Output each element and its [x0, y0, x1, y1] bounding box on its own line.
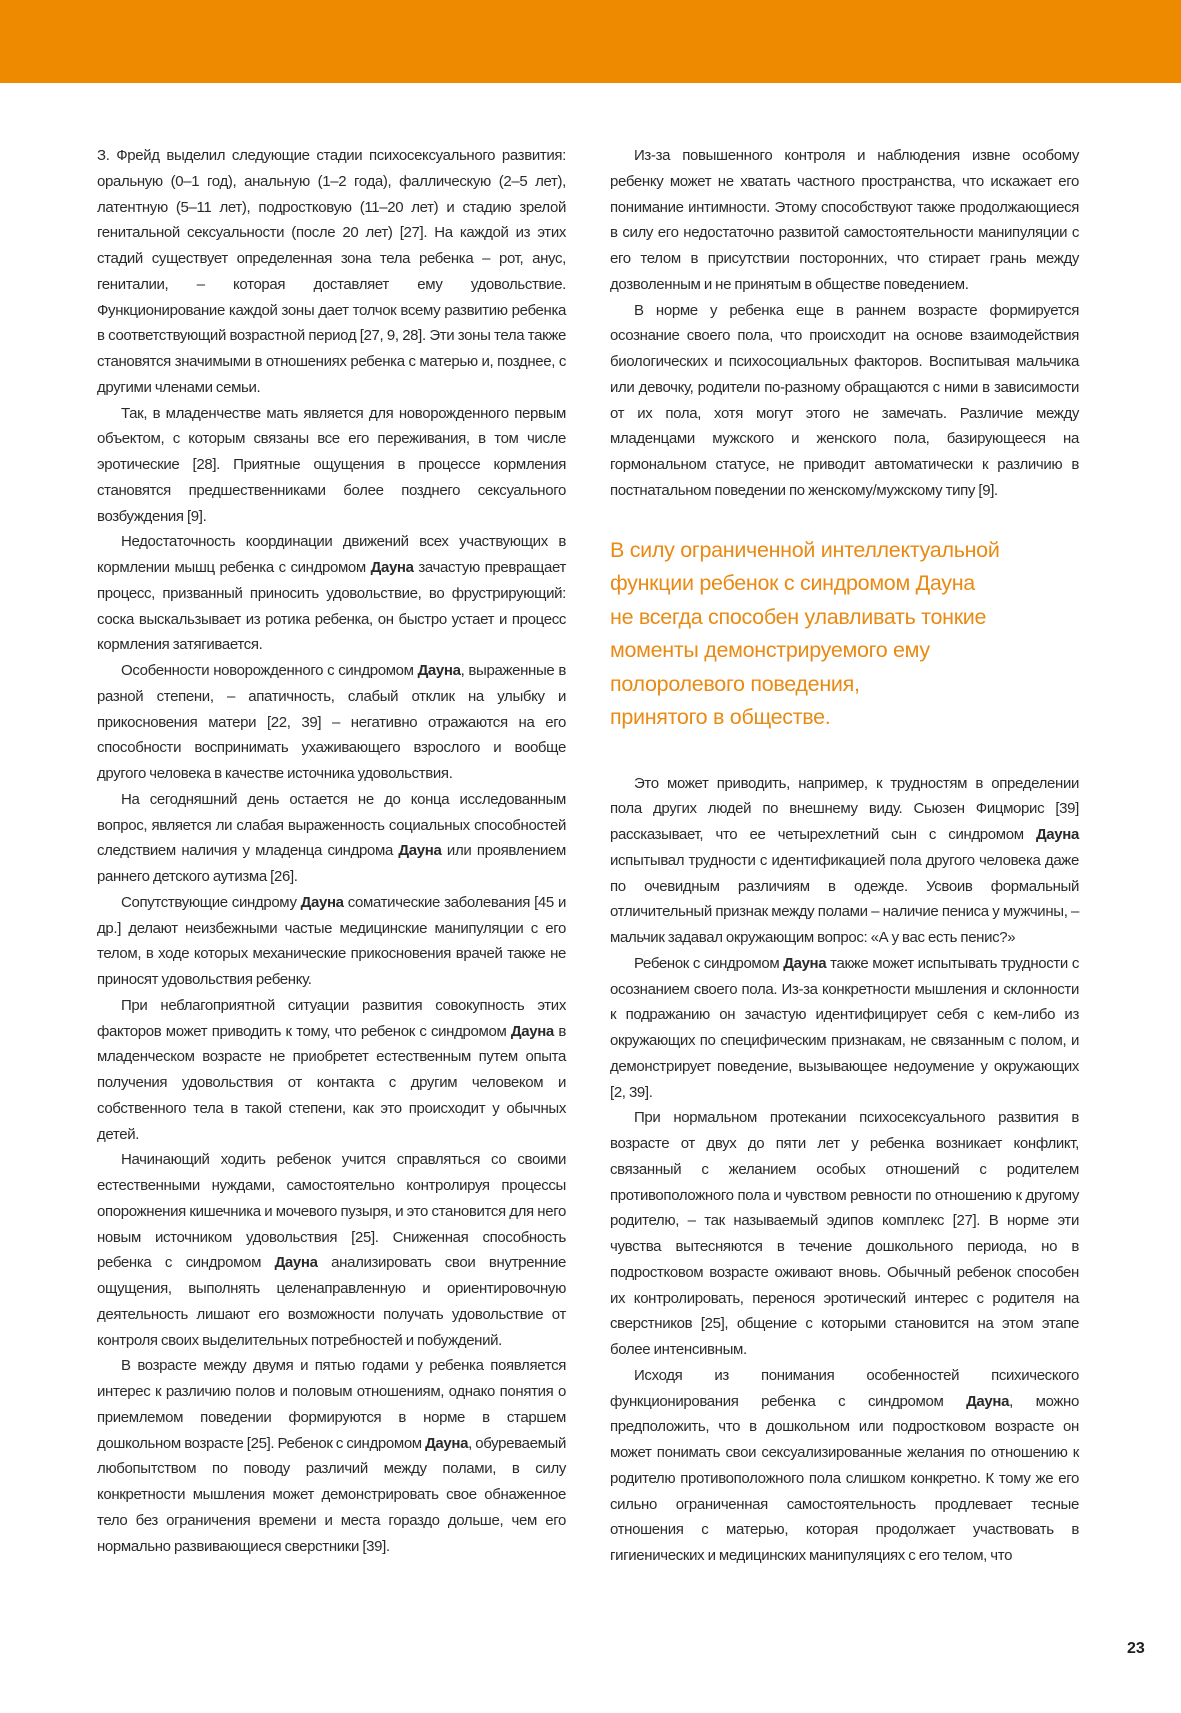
paragraph-text: Это может приводить, например, к трудностям в определении пола других людей по внешнему виду. Сьюзен Фицморис [39] рассказывает, что ее четырехлетний сын с синдромом — [610, 774, 1079, 843]
pull-quote-line: полоролевого поведения, — [610, 671, 860, 696]
paragraph-own-gender — [610, 951, 1079, 1106]
paragraph-feeding-coordination — [97, 529, 566, 658]
emphasis-term: Дауна — [1035, 826, 1079, 843]
emphasis-term: Дауна — [966, 1392, 1010, 1410]
paragraph-text: , обуреваемый любопытством по поводу различий между полами, в силу конкретности мышления может демонстрировать свое обнаженное тело без ограничения времени и места гораздо дольше, чем его нормально развивающиеся сверстники [39]. — [97, 1434, 566, 1555]
paragraph-infancy-mother — [97, 401, 566, 530]
paragraph-text: Из-за повышенного контроля и наблюдения извне особому ребенку может не хватать частного пространства, что искажает его понимание интимности. Этому способствуют также продолжающиеся в силу его недостаточно развитой самостоятельности манипуляции с его телом в присутствии посторонних, что стирает грань между дозволенным и не принятым в обществе поведением. — [610, 147, 1079, 293]
paragraph-text: также может испытывать трудности с осознанием своего пола. Из-за конкретности мышления и склонности к подражанию он зачастую идентифицирует себя с кем-либо из окружающих по специфическим признакам, не связанным с полом, и демонстрирует поведение, вызывающее недоумение у окружающих [2, 39]. — [610, 954, 1079, 1101]
page-number: 23 — [1127, 1640, 1145, 1657]
emphasis-term: Дауна — [370, 559, 414, 576]
emphasis-term: Дауна — [417, 662, 461, 679]
paragraph-text: Так, в младенчестве мать является для новорожденного первым объектом, с которым связаны все его переживания, в том числе эротические [28]. Приятные ощущения в процессе кормления становятся предшественниками более позднего сексуального возбуждения [9]. — [97, 404, 566, 525]
paragraph-text: При неблагоприятной ситуации развития совокупность этих факторов может приводить к тому, что ребенок с синдромом — [97, 996, 566, 1040]
paragraph-text: Начинающий ходить ребенок учится справляться со своими естественными нуждами, самостоятельно контролируя процессы опорожнения кишечника и мочевого пузыря, и это становится для него новым источником удовольствия [25]. Сниженная способность ребенка с синдромом — [97, 1151, 566, 1272]
paragraph-text: в младенческом возрасте не приобретет естественным путем опыта получения удовольствия от контакта с другим человеком и собственного тела в такой степени, как это происходит у обычных детей. — [97, 1022, 567, 1143]
paragraph-text: В норме у ребенка еще в раннем возрасте формируется осознание своего пола, что происходит на основе взаимодействия биологических и психосоциальных факторов. Воспитывая мальчика или девочку, родители по-разному обращаются с ними в зависимости от их пола, хотя могут этого не замечать. Различие между младенцами мужского и женского пола, базирующееся на гормональном статусе, не приводит автоматически к различию в постнатальном поведении по женскому/мужскому типу [9]. — [610, 301, 1079, 499]
paragraph-text: испытывал трудности с идентификацией пола другого человека даже по очевидным различиям в одежде. Усвоив формальный отличительный признак между полами – наличие пениса у мужчины, – мальчик задавал окружающим вопрос: «А у вас есть пенис?» — [610, 851, 1079, 946]
paragraph-text: На сегодняшний день остается не до конца исследованным вопрос, является ли слабая выраженность социальных способностей следствием наличия у младенца синдрома — [97, 790, 566, 860]
paragraph-gender-awareness — [610, 298, 1079, 504]
paragraph-text: Исходя из понимания особенностей психического функционирования ребенка с синдромом — [610, 1366, 1079, 1410]
paragraph-fitzmaurice-example — [610, 771, 1079, 951]
paragraph-text: Недостаточность координации движений всех участвующих в кормлении мышц ребенка с синдромом — [97, 533, 566, 576]
paragraph-text: З. Фрейд выделил следующие стадии психосексуального развития: оральную (0–1 год), анальную (1–2 года), фаллическую (2–5 лет), латентную (5–11 лет), подростковую (11–20 лет) и стадию зрелой генитальной сексуальности (после 20 лет) [27]. На каждой из этих стадий существует определенная зона тела ребенка – рот, анус, гениталии, – которая доставляет ему удовольствие. Функционирование каждой зоны дает толчок всему развитию ребенка в соответствующий возрастной период [27, 9, 28]. Эти зоны тела также становятся значимыми в отношениях ребенка с матерью и, позднее, с другими членами семьи. — [97, 147, 566, 396]
paragraph-social-abilities — [97, 787, 566, 890]
paragraph-text: Ребенок с синдромом — [634, 954, 784, 972]
pull-quote-line: не всегда способен улавливать тонкие — [610, 604, 987, 629]
paragraph-text: или проявлением раннего детского аутизма [26]. — [97, 842, 566, 885]
emphasis-term: Дауна — [425, 1434, 469, 1452]
paragraph-unfavorable-situation — [97, 993, 566, 1148]
pull-quote — [610, 534, 1079, 735]
paragraph-oedipus-complex — [610, 1105, 1079, 1363]
paragraph-toddler-control — [97, 1147, 566, 1353]
paragraph-somatic-diseases — [97, 890, 566, 993]
emphasis-term: Дауна — [300, 893, 344, 911]
paragraph-text: анализировать свои внутренние ощущения, выполнять целенаправленную и ориентировочную деятельность лишают его возможности получать удовольствие от контроля своих выделительных потребностей и побуждений. — [97, 1254, 566, 1349]
paragraph-text: , выраженные в разной степени, – апатичность, слабый отклик на улыбку и прикосновения матери [22, 39] – негативно отражаются на его способности воспринимать ухаживающего взрослого и вообще другого человека в качестве источника удовольствия. — [97, 662, 566, 782]
paragraph-newborn-features — [97, 658, 566, 787]
paragraph-concrete-understanding — [610, 1363, 1079, 1569]
paragraph-text: В возрасте между двумя и пятью годами у ребенка появляется интерес к различию полов и половым отношениям, однако понятия о приемлемом поведении формируются в норме в старшем дошкольном возрасте [25]. Ребенок с синдромом — [97, 1357, 566, 1452]
paragraph-text: При нормальном протекании психосексуального развития в возрасте от двух до пяти лет у ребенка возникает конфликт, связанный с желанием особых отношений с родителем противоположного пола и чувством ревности по отношению к другому родителю, – так называемый эдипов комплекс [27]. В норме эти чувства вытесняются в течение дошкольного периода, но в подростковом возрасте оживают вновь. Обычный ребенок способен их контролировать, перенося эротический интерес с родителя на сверстников [25], общение с которыми становится на этом этапе более интенсивным. — [610, 1109, 1079, 1358]
emphasis-term: Дауна — [274, 1254, 318, 1272]
pull-quote-line: функции ребенок с синдромом Дауна — [610, 571, 975, 595]
pull-quote-line: моменты демонстрируемого ему — [610, 638, 930, 662]
pull-quote-line: принятого в обществе. — [610, 705, 831, 729]
left-column — [97, 143, 566, 1559]
paragraph-age-two-to-five — [97, 1353, 566, 1559]
pull-quote-line: В силу ограниченной интеллектуальной — [610, 537, 1000, 562]
paragraph-text: Особенности новорожденного с синдромом — [121, 662, 418, 679]
paragraph-text: , можно предположить, что в дошкольном или подростковом возрасте он может понимать свои сексуализированные желания по отношению к родителю противоположного пола слишком конкретно. К тому же его сильно ограниченная самостоятельность продлевает тесные отношения с матерью, которая продолжает участвовать в гигиенических и медицинских манипуляциях с его телом, что — [610, 1392, 1079, 1564]
header-banner — [0, 0, 1181, 83]
paragraph-private-space — [610, 143, 1079, 298]
right-column — [610, 143, 1079, 1569]
emphasis-term: Дауна — [783, 954, 827, 972]
paragraph-text: Сопутствующие синдрому — [121, 893, 301, 911]
paragraph-psychosexual-stages — [97, 143, 566, 401]
paragraph-text: зачастую превращает процесс, призванный приносить удовольствие, во фрустрирующий: соска выскальзывает из ротика ребенка, он быстро устает и процесс кормления затягивается. — [97, 559, 566, 654]
emphasis-term: Дауна — [398, 842, 442, 860]
emphasis-term: Дауна — [510, 1022, 554, 1040]
paragraph-text: соматические заболевания [45 и др.] делают неизбежными частые медицинские манипуляции с его телом, в ходе которых механические прикосновения врачей также не приносят удовольствия ребенку. — [97, 893, 566, 988]
